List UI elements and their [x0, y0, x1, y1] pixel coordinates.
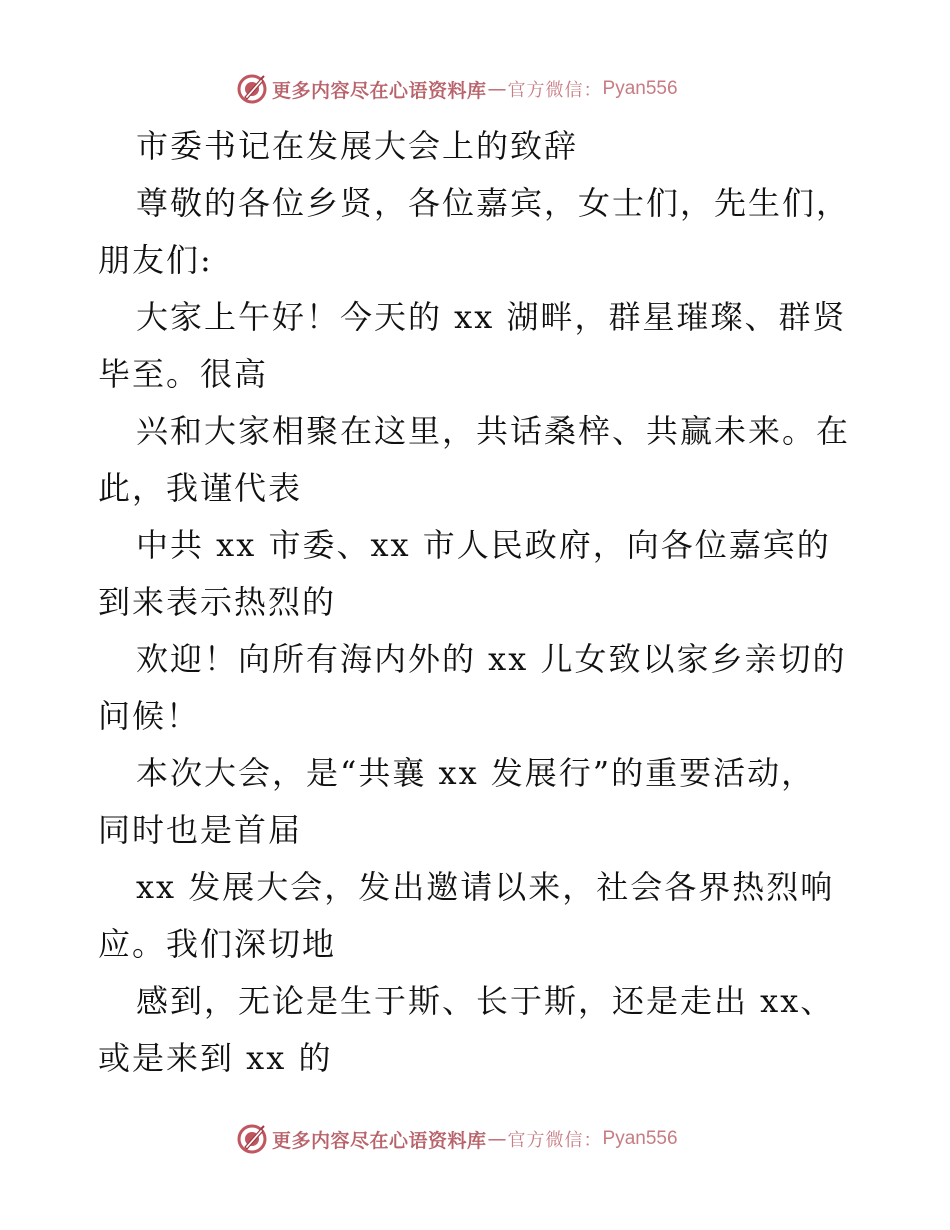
header-separator: —	[487, 78, 507, 100]
text-line: 或是来到 xx 的	[98, 1039, 333, 1077]
text-line: 中共 xx 市委、xx 市人民政府，向各位嘉宾的	[136, 526, 831, 564]
header-banner	[236, 72, 678, 106]
text-line: 本次大会，是“共襄 xx 发展行”的重要活动，	[136, 754, 816, 792]
footer-separator: —	[487, 1128, 507, 1150]
text-line: 欢迎！向所有海内外的 xx 儿女致以家乡亲切的	[136, 640, 847, 678]
text-line: 大家上午好！今天的 xx 湖畔，群星璀璨、群贤	[136, 298, 847, 336]
header-wechat-label: 官方微信：	[507, 80, 603, 101]
pen-circle-logo-icon	[236, 1123, 268, 1155]
text-line: 毕至。很高	[98, 355, 269, 393]
document-body	[98, 118, 858, 1087]
document-title: 市委书记在发展大会上的致辞	[136, 127, 579, 165]
text-line: 到来表示热烈的	[98, 583, 337, 621]
text-line: 应。我们深切地	[98, 925, 337, 963]
footer-banner	[236, 1122, 678, 1156]
header-wechat-id: Pyan556	[602, 78, 678, 99]
footer-site-text: 更多内容尽在心语资料库	[272, 1129, 487, 1152]
text-line: 朋友们:	[98, 241, 213, 279]
footer-wechat-id: Pyan556	[602, 1128, 678, 1149]
text-line: 兴和大家相聚在这里，共话桑梓、共赢未来。在	[136, 412, 851, 450]
text-line: xx 发展大会，发出邀请以来，社会各界热烈响	[136, 868, 835, 906]
pen-circle-logo-icon	[236, 73, 268, 105]
text-line: 感到，无论是生于斯、长于斯，还是走出 xx、	[136, 982, 835, 1020]
footer-wechat-label: 官方微信：	[507, 1130, 603, 1151]
text-line: 同时也是首届	[98, 811, 303, 849]
text-line: 问候！	[98, 697, 201, 735]
header-site-text: 更多内容尽在心语资料库	[272, 79, 487, 102]
text-line: 此，我谨代表	[98, 469, 303, 507]
text-line: 尊敬的各位乡贤，各位嘉宾，女士们，先生们，	[136, 184, 851, 222]
